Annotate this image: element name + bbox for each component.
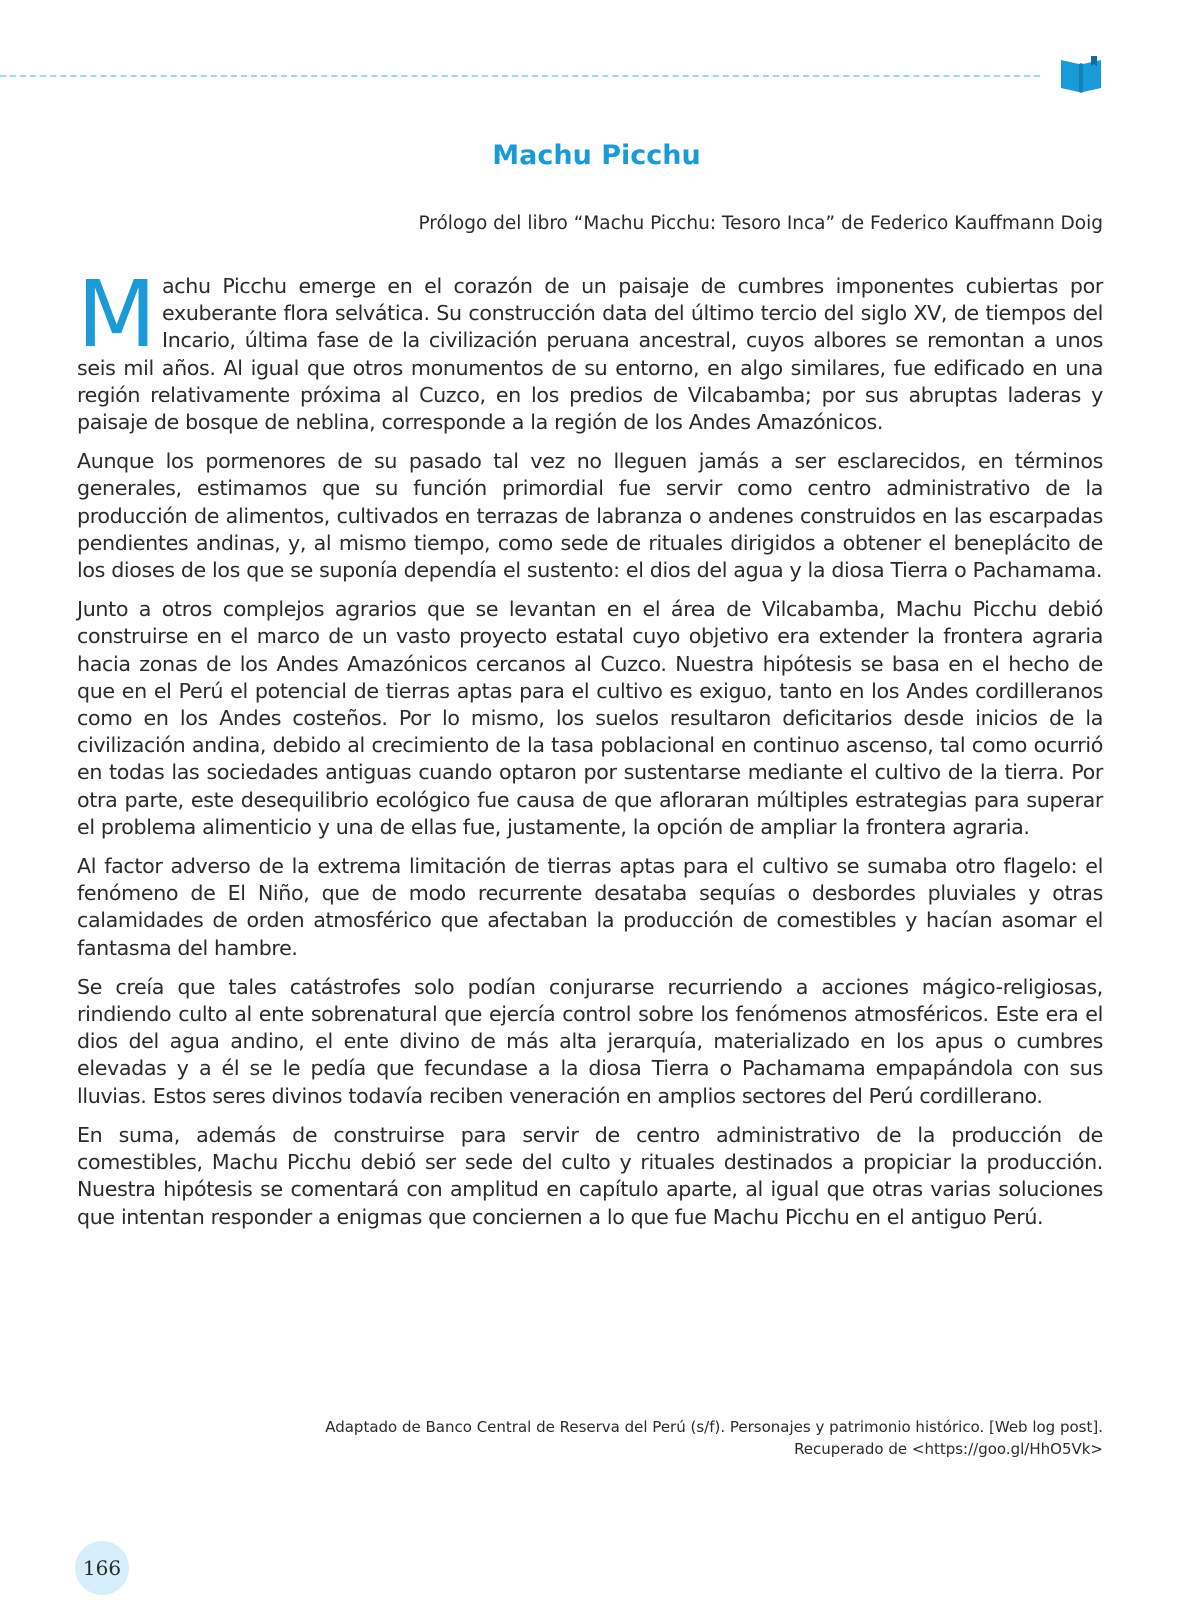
subtitle: Prólogo del libro “Machu Picchu: Tesoro Inca” de Federico Kauffmann Doig: [418, 213, 1103, 234]
paragraph-5: Se creía que tales catástrofes solo podían conjurarse recurriendo a acciones mágico-religiosas, rindiendo culto al ente sobrenatural que ejercía control sobre los fenómenos atmosféricos. Este era el dios del agua andino, el ente divino de más alta jerarquía, materializado en los apus o cumbres elevadas y a él se le pedía que fecundase a la diosa Tierra o Pachamama empapándola con sus lluvias. Estos seres divinos todavía reciben veneración en amplios sectores del Perú cordillerano.: [77, 974, 1103, 1108]
article-body: [77, 261, 1103, 1243]
source-line-2: Recuperado de <https://goo.gl/HhO5Vk>: [794, 1440, 1103, 1458]
source-citation: [325, 1416, 1103, 1460]
paragraph-2: Aunque los pormenores de su pasado tal vez no lleguen jamás a ser esclarecidos, en términos generales, estimamos que su función primordial fue servir como centro administrativo de la producción de alimentos, cultivados en terrazas de labranza o andenes construidos en las escarpadas pendientes andinas, y, al mismo tiempo, como sede de rituales dirigidos a obtener el beneplácito de los dioses de los que se suponía dependía el sustento: el dios del agua y la diosa Tierra o Pachamama.: [77, 449, 1103, 583]
header-dashed-rule: [0, 75, 1040, 77]
paragraph-4: Al factor adverso de la extrema limitación de tierras aptas para el cultivo se sumaba otro flagelo: el fenómeno de El Niño, que de modo recurrente desataba sequías o desbordes pluviales y otras calamidades de orden atmosférico que afectaban la producción de comestibles y hacían asomar el fantasma del hambre.: [77, 854, 1103, 960]
page-number: 166: [75, 1541, 129, 1595]
paragraph-1: [77, 261, 1103, 436]
source-line-1: Adaptado de Banco Central de Reserva del Perú (s/f). Personajes y patrimonio histórico. [Web log post].: [325, 1418, 1103, 1436]
book-icon: [1059, 56, 1103, 94]
page-title: Machu Picchu: [492, 140, 701, 171]
paragraph-3: Junto a otros complejos agrarios que se levantan en el área de Vilcabamba, Machu Picchu debió construirse en el marco de un vasto proyecto estatal cuyo objetivo era extender la frontera agraria hacia zonas de los Andes Amazónicos cercanos al Cuzco. Nuestra hipótesis se basa en el hecho de que en el Perú el potencial de tierras aptas para el cultivo es exiguo, tanto en los Andes cordilleranos como en los Andes costeños. Por lo mismo, los suelos resultaron deficitarios desde inicios de la civilización andina, debido al crecimiento de la tasa poblacional en continuo ascenso, tal como ocurrió en todas las sociedades antiguas cuando optaron por sustentarse mediante el cultivo de la tierra. Por otra parte, este desequilibrio ecológico fue causa de que afloraran múltiples estrategias para superar el problema alimenticio y una de ellas fue, justamente, la opción de ampliar la frontera agraria.: [77, 597, 1103, 839]
drop-cap: M: [77, 261, 157, 368]
paragraph-1-text: achu Picchu emerge en el corazón de un paisaje de cumbres imponentes cubiertas por exuberante flora selvática. Su construcción data del último tercio del siglo XV, de tiempos del Incario, última fase de la civilización peruana ancestral, cuyos albores se remontan a unos seis mil años. Al igual que otros monumentos de su entorno, en algo similares, fue edificado en una región relativamente próxima al Cuzco, en los predios de Vilcabamba; por sus abruptas laderas y paisaje de bosque de neblina, corresponde a la región de los Andes Amazónicos.: [77, 274, 1103, 435]
paragraph-6: En suma, además de construirse para servir de centro administrativo de la producción de comestibles, Machu Picchu debió ser sede del culto y rituales destinados a propiciar la producción. Nuestra hipótesis se comentará con amplitud en capítulo aparte, al igual que otras varias soluciones que intentan responder a enigmas que conciernen a lo que fue Machu Picchu en el antiguo Perú.: [77, 1122, 1103, 1229]
